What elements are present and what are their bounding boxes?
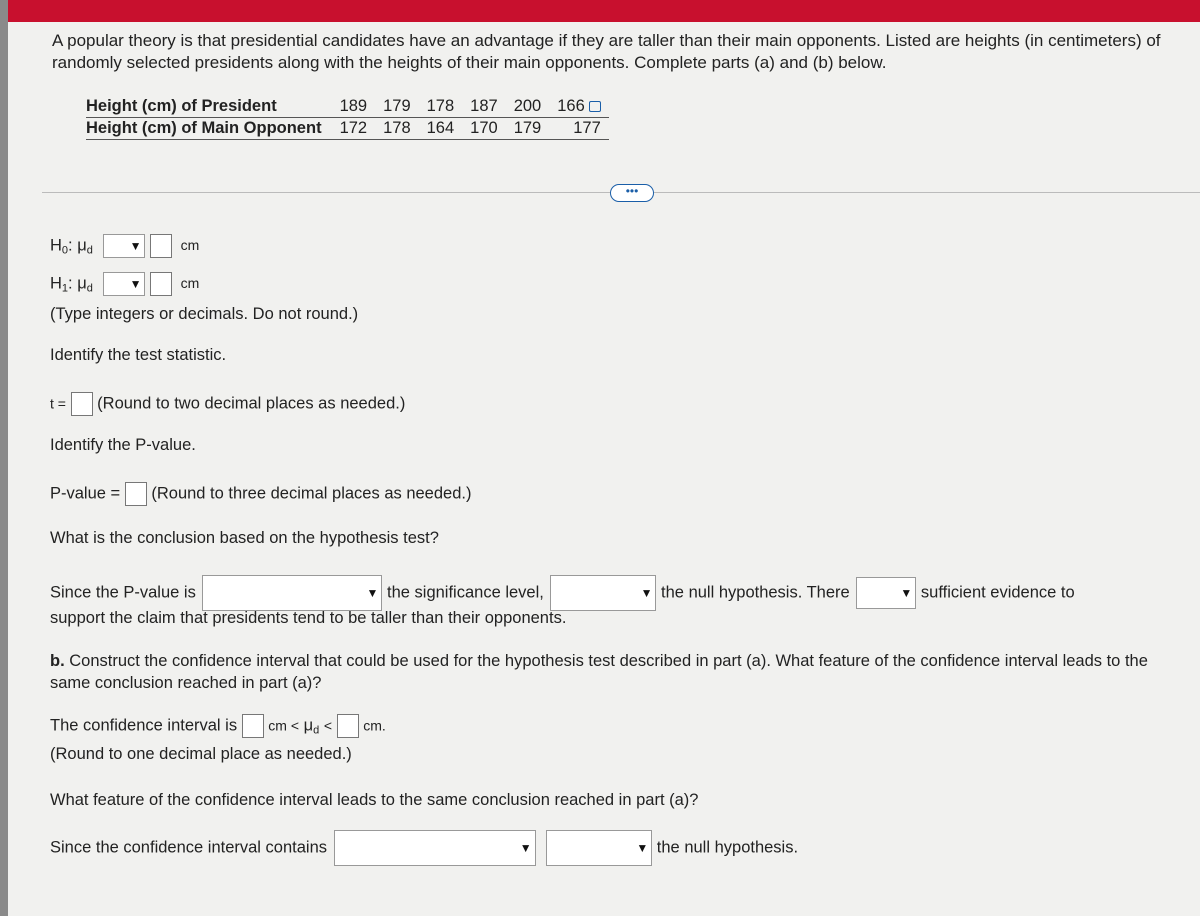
mu-symbol: μ	[303, 716, 314, 735]
pvalue-input[interactable]	[125, 482, 147, 506]
table-row	[86, 96, 609, 118]
mu-subscript: d	[86, 282, 93, 295]
feature-row	[50, 830, 798, 866]
conclusion-text-4: sufficient evidence to	[920, 583, 1075, 602]
table-cell: 179	[506, 118, 550, 140]
ci-contains-dropdown[interactable]	[334, 830, 536, 866]
problem-intro: A popular theory is that presidential candidates have an advantage if they are taller than their main opponents. Listed are heights (in centimeters) of randomly selected presidents along with the heights of their main opponents. Complete parts (a) and (b) below.	[52, 31, 1161, 72]
unit-label: cm	[180, 275, 200, 292]
unit-label: cm	[180, 237, 200, 254]
h0-value-input[interactable]	[150, 234, 172, 258]
ci-row	[50, 714, 386, 738]
reject-decision-dropdown[interactable]	[550, 575, 656, 611]
t-label: t =	[50, 395, 66, 412]
part-b-question: Construct the confidence interval that could be used for the hypothesis test described in part (a). What feature of the confidence interval leads to the same conclusion reached in part (a)?	[50, 652, 1148, 692]
pvalue-prompt: Identify the P-value.	[50, 436, 196, 454]
t-hint: (Round to two decimal places as needed.)	[97, 394, 406, 413]
heights-table	[86, 96, 609, 140]
pvalue-label: P-value =	[50, 484, 121, 503]
row-label-opponent: Height (cm) of Main Opponent	[86, 118, 332, 140]
ci-lt-text: <	[323, 717, 333, 734]
table-cell: 178	[419, 96, 463, 118]
ci-mid-text: cm <	[268, 717, 300, 734]
table-cell: 187	[462, 96, 506, 118]
conclusion-text-1: Since the P-value is	[50, 583, 196, 602]
h1-value-input[interactable]	[150, 272, 172, 296]
top-banner	[0, 0, 1200, 22]
conclusion-text-5: support the claim that presidents tend to be taller than their opponents.	[50, 609, 567, 627]
test-stat-prompt: Identify the test statistic.	[50, 346, 227, 364]
table-cell: 200	[506, 96, 550, 118]
table-cell: 178	[375, 118, 419, 140]
h1-row: $H_1$: $\mu_d$ ▼ cm	[50, 272, 199, 296]
chevron-down-icon: ▼	[519, 841, 532, 855]
h0-row: $H_0$: $\mu_d$ ▼ cm	[50, 234, 199, 258]
table-cell: 189	[332, 96, 376, 118]
table-cell: 172	[332, 118, 376, 140]
conclusion-prompt: What is the conclusion based on the hypothesis test?	[50, 529, 439, 547]
chevron-down-icon: ▼	[129, 277, 142, 291]
h0-operator-dropdown[interactable]	[103, 234, 145, 258]
chevron-down-icon: ▼	[129, 239, 142, 253]
ci-lower-input[interactable]	[242, 714, 264, 738]
feature-text-1: Since the confidence interval contains	[50, 838, 328, 857]
table-cell: 170	[462, 118, 506, 140]
feature-prompt: What feature of the confidence interval leads to the same conclusion reached in part (a)?	[50, 791, 699, 809]
feature-text-end: the null hypothesis.	[656, 838, 799, 857]
part-b-title	[50, 650, 1180, 694]
ci-hint: (Round to one decimal place as needed.)	[50, 745, 352, 763]
conclusion-text-3: the null hypothesis. There	[661, 583, 850, 602]
more-options-button[interactable]: •••	[610, 184, 654, 202]
conclusion-text-2: the significance level,	[387, 583, 544, 602]
chevron-down-icon: ▼	[636, 841, 649, 855]
chevron-down-icon: ▼	[640, 586, 653, 600]
ci-decision-dropdown[interactable]	[546, 830, 652, 866]
conclusion-row	[50, 575, 1075, 611]
mu-subscript: d	[313, 724, 320, 737]
test-stat-row	[50, 392, 405, 416]
row-label-president: Height (cm) of President	[86, 96, 332, 118]
pvalue-hint: (Round to three decimal places as needed.)	[151, 484, 472, 503]
mu-subscript: d	[86, 244, 93, 257]
h0-symbol: H	[50, 236, 62, 255]
t-stat-input[interactable]	[71, 392, 93, 416]
ci-label: The confidence interval is	[50, 716, 238, 735]
h1-symbol: H	[50, 274, 62, 293]
table-cell: 166	[557, 97, 585, 115]
ci-upper-input[interactable]	[337, 714, 359, 738]
h1-operator-dropdown[interactable]	[103, 272, 145, 296]
h1-subscript: 1	[61, 282, 69, 295]
copy-icon[interactable]	[589, 101, 601, 112]
chevron-down-icon: ▼	[900, 586, 913, 600]
part-b-label: b.	[50, 652, 65, 670]
mu-symbol: μ	[77, 274, 87, 293]
ci-end-text: cm.	[363, 717, 386, 734]
evidence-dropdown[interactable]	[856, 577, 916, 609]
chevron-down-icon: ▼	[366, 586, 379, 600]
table-cell: 179	[375, 96, 419, 118]
pvalue-row	[50, 482, 471, 506]
table-cell: 177	[549, 118, 609, 140]
left-edge-bar	[0, 0, 8, 916]
hypothesis-instruction: (Type integers or decimals. Do not round.)	[50, 305, 359, 323]
mu-symbol: μ	[77, 236, 87, 255]
table-cell: 164	[419, 118, 463, 140]
pvalue-comparison-dropdown[interactable]	[202, 575, 382, 611]
table-row	[86, 118, 609, 140]
h0-subscript: 0	[61, 244, 69, 257]
